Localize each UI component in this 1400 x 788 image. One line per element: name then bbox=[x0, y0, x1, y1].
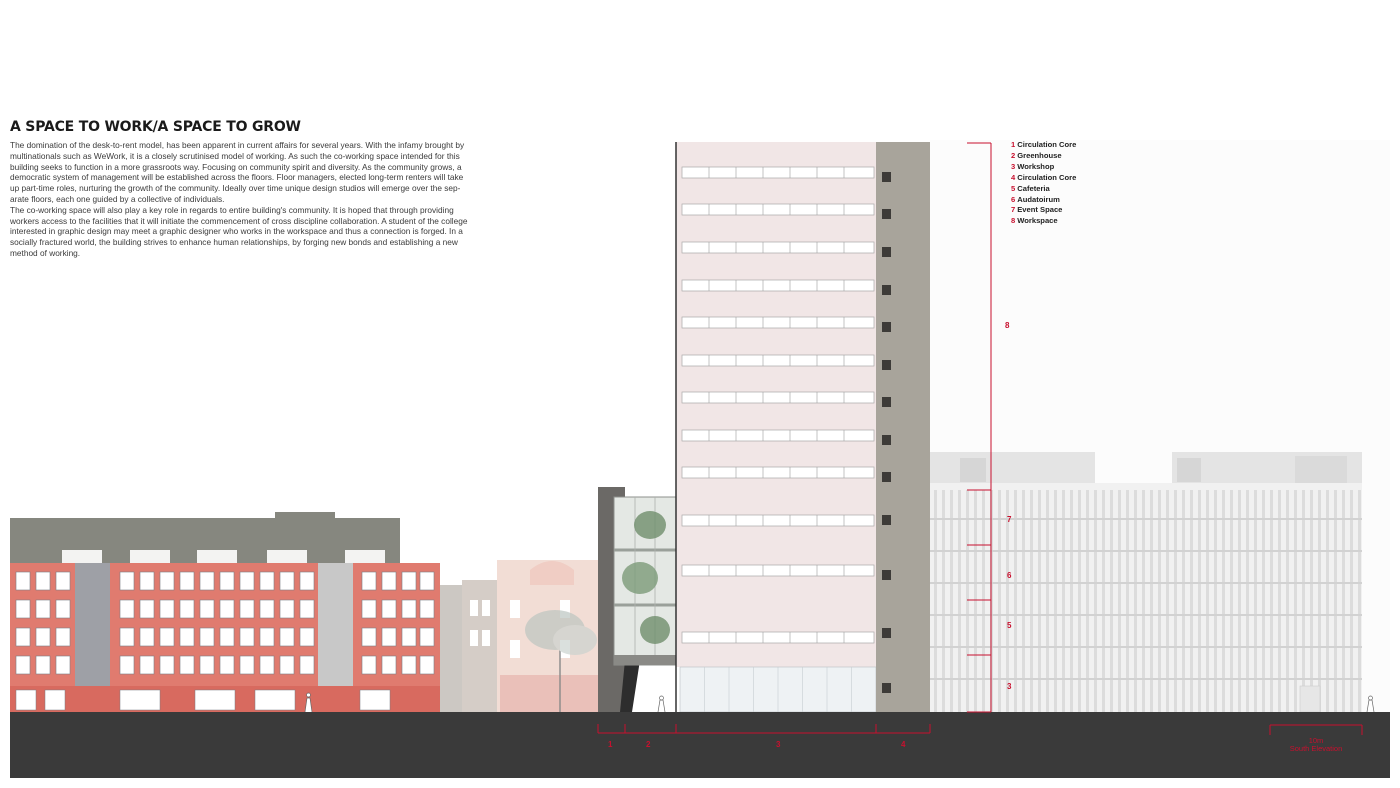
zone-label-5: 5 bbox=[1007, 621, 1012, 630]
legend-label: Event Space bbox=[1017, 205, 1063, 215]
legend-number: 6 bbox=[1011, 194, 1016, 204]
brick-building bbox=[10, 563, 440, 713]
plan-label-1: 1 bbox=[608, 740, 613, 749]
legend-number: 7 bbox=[1011, 205, 1016, 215]
legend-number: 8 bbox=[1011, 216, 1016, 226]
main-tower bbox=[676, 142, 876, 712]
plan-label-2: 2 bbox=[646, 740, 651, 749]
zone-label-8: 8 bbox=[1005, 321, 1010, 330]
legend-label: Circulation Core bbox=[1017, 140, 1077, 149]
legend-number: 3 bbox=[1011, 161, 1016, 171]
legend bbox=[1011, 140, 1076, 227]
legend-number: 2 bbox=[1011, 150, 1016, 160]
plan-label-3: 3 bbox=[776, 740, 781, 749]
legend-item bbox=[1011, 140, 1076, 151]
legend-label: Workspace bbox=[1017, 216, 1058, 226]
legend-item bbox=[1011, 173, 1076, 184]
paragraph-1: The domination of the desk-to-rent model, has been apparent in current affairs for several years. With the infamy brought by multinationals such as WeWork, it is a closely scrutinised model of working. As such the co-working space intended for this building seeks to function in a more grassroots way. Focusing on community spirit and diversity. As the community grows, a democratic system of management will be established across the floors. Floor managers, elected long-term renters will take up part-time roles, nurturing the growth of the community. Ideally over time unique design studios will emerge over the sep-arate floors, each one guided by a collective of individuals. bbox=[10, 140, 465, 204]
legend-number: 5 bbox=[1011, 183, 1016, 193]
scale-caption: South Elevation bbox=[1289, 744, 1343, 753]
legend-item bbox=[1011, 151, 1076, 162]
plan-label-4: 4 bbox=[901, 740, 906, 749]
zone-label-3: 3 bbox=[1007, 682, 1012, 691]
legend-item bbox=[1011, 184, 1076, 195]
legend-label: Circulation Core bbox=[1017, 172, 1077, 182]
zone-label-7: 7 bbox=[1007, 515, 1012, 524]
legend-label: Workshop bbox=[1017, 161, 1055, 171]
legend-number: 4 bbox=[1011, 172, 1016, 182]
legend-item bbox=[1011, 216, 1076, 227]
zone-label-6: 6 bbox=[1007, 571, 1012, 580]
ground-slab bbox=[10, 712, 1390, 778]
annex-building bbox=[930, 452, 1362, 712]
legend-item bbox=[1011, 195, 1076, 206]
left-grey-building bbox=[10, 512, 400, 570]
legend-label: Greenhouse bbox=[1017, 150, 1062, 160]
greenhouse bbox=[614, 497, 676, 665]
scale-distance: 10m bbox=[1308, 736, 1324, 745]
paragraph-2: The co-working space will also play a key role in regards to entire building's community. It is hoped that through providing workers access to the facilities that it will initiate the commencement of cross discipline collaboration. A student of the college interested in graphic design may meet a graphic designer who works in the workspace and thus a connection is forged. In a socially fractured world, the building strives to enhance human relationships, by forging new bonds and establishing a new method of working. bbox=[10, 204, 468, 258]
legend-number: 1 bbox=[1011, 140, 1016, 149]
legend-item bbox=[1011, 162, 1076, 173]
legend-item bbox=[1011, 205, 1076, 216]
legend-label: Audatoirum bbox=[1017, 194, 1060, 204]
page-title: A SPACE TO WORK/A SPACE TO GROW bbox=[10, 119, 301, 135]
legend-label: Cafeteria bbox=[1017, 183, 1050, 193]
